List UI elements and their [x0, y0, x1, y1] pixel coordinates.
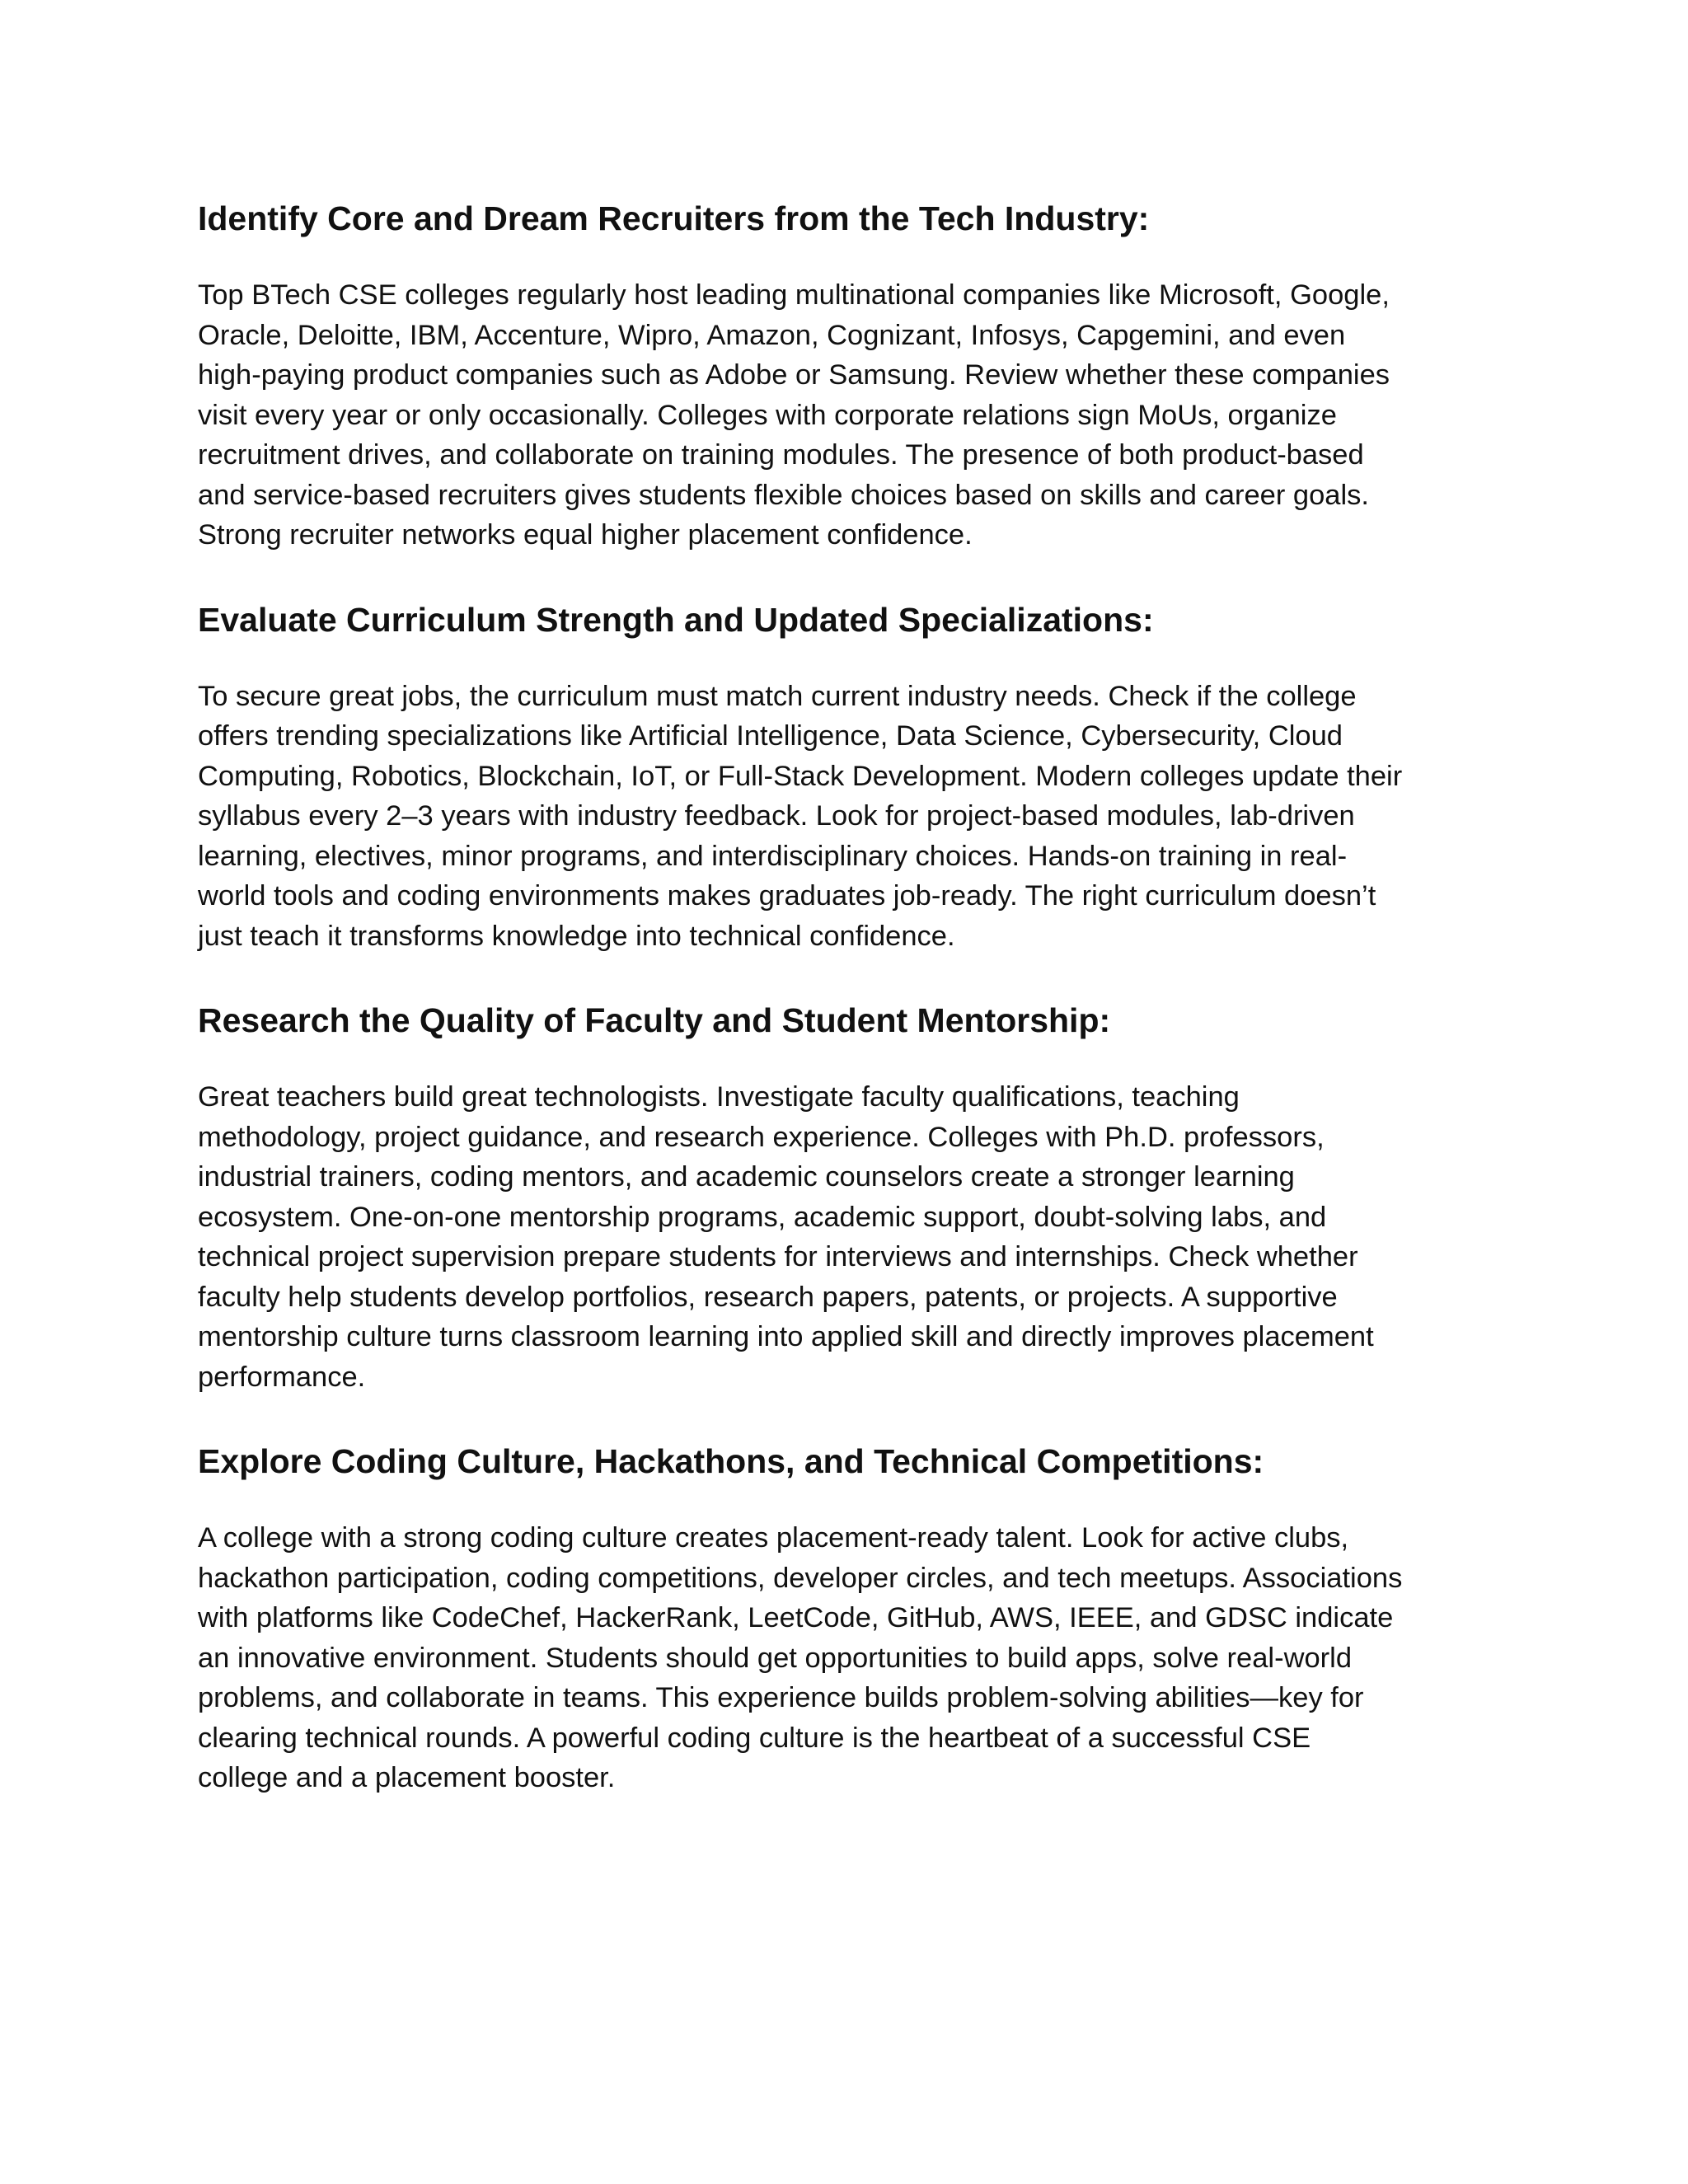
paragraph-line: faculty help students develop portfolios, research papers, patents, or projects. A supportive: [198, 1281, 1338, 1313]
paragraph-line: clearing technical rounds. A powerful coding culture is the heartbeat of a successful CSE: [198, 1722, 1311, 1754]
paragraph-line: world tools and coding environments makes graduates job-ready. The right curriculum doesn’t: [198, 880, 1376, 912]
section-heading: Evaluate Curriculum Strength and Updated Specializations:: [198, 600, 1154, 639]
paragraph-line: Strong recruiter networks equal higher placement confidence.: [198, 519, 973, 551]
paragraph-line: Oracle, Deloitte, IBM, Accenture, Wipro, Amazon, Cognizant, Infosys, Capgemini, and even: [198, 319, 1346, 351]
section-coding-culture: [198, 1435, 1492, 1798]
paragraph-line: mentorship culture turns classroom learning into applied skill and directly improves placement: [198, 1321, 1374, 1352]
section-paragraph: [198, 275, 1492, 555]
section-paragraph: [198, 1518, 1492, 1798]
section-paragraph: [198, 1077, 1492, 1397]
paragraph-line: performance.: [198, 1361, 366, 1393]
paragraph-line: visit every year or only occasionally. Colleges with corporate relations sign MoUs, organize: [198, 399, 1337, 431]
paragraph-line: hackathon participation, coding competitions, developer circles, and tech meetups. Associations: [198, 1562, 1403, 1594]
paragraph-line: recruitment drives, and collaborate on training modules. The presence of both product-based: [198, 439, 1364, 471]
paragraph-line: To secure great jobs, the curriculum must match current industry needs. Check if the college: [198, 680, 1357, 712]
section-heading: Research the Quality of Faculty and Student Mentorship:: [198, 1001, 1111, 1039]
section-curriculum-strength: [198, 593, 1492, 957]
paragraph-line: industrial trainers, coding mentors, and academic counselors create a stronger learning: [198, 1161, 1295, 1193]
paragraph-line: problems, and collaborate in teams. This experience builds problem-solving abilities—key for: [198, 1682, 1364, 1713]
section-core-dream-recruiters: [198, 192, 1492, 555]
section-paragraph: [198, 677, 1492, 957]
paragraph-line: learning, electives, minor programs, and interdisciplinary choices. Hands-on training in real-: [198, 840, 1348, 872]
paragraph-line: Top BTech CSE colleges regularly host leading multinational companies like Microsoft, Google,: [198, 279, 1390, 311]
paragraph-line: syllabus every 2–3 years with industry feedback. Look for project-based modules, lab-driven: [198, 800, 1355, 832]
paragraph-line: college and a placement booster.: [198, 1762, 616, 1793]
paragraph-line: A college with a strong coding culture creates placement-ready talent. Look for active clubs,: [198, 1522, 1349, 1554]
section-faculty-mentorship: [198, 994, 1492, 1397]
paragraph-line: just teach it transforms knowledge into technical confidence.: [198, 920, 955, 952]
section-heading: Explore Coding Culture, Hackathons, and Technical Competitions:: [198, 1442, 1264, 1480]
document-content: [198, 192, 1492, 1798]
section-heading: Identify Core and Dream Recruiters from the Tech Industry:: [198, 199, 1150, 237]
paragraph-line: ecosystem. One-on-one mentorship programs, academic support, doubt-solving labs, and: [198, 1201, 1327, 1233]
paragraph-line: and service-based recruiters gives students flexible choices based on skills and career goals.: [198, 479, 1369, 511]
paragraph-line: with platforms like CodeChef, HackerRank, LeetCode, GitHub, AWS, IEEE, and GDSC indicate: [198, 1602, 1394, 1633]
paragraph-line: Great teachers build great technologists. Investigate faculty qualifications, teaching: [198, 1081, 1240, 1113]
paragraph-line: high-paying product companies such as Adobe or Samsung. Review whether these companies: [198, 359, 1390, 391]
paragraph-line: methodology, project guidance, and research experience. Colleges with Ph.D. professors,: [198, 1121, 1325, 1153]
paragraph-line: an innovative environment. Students should get opportunities to build apps, solve real-world: [198, 1642, 1353, 1674]
paragraph-line: Computing, Robotics, Blockchain, IoT, or Full-Stack Development. Modern colleges update their: [198, 760, 1403, 792]
paragraph-line: offers trending specializations like Artificial Intelligence, Data Science, Cybersecurity, Cloud: [198, 720, 1343, 752]
paragraph-line: technical project supervision prepare students for interviews and internships. Check whether: [198, 1241, 1358, 1272]
